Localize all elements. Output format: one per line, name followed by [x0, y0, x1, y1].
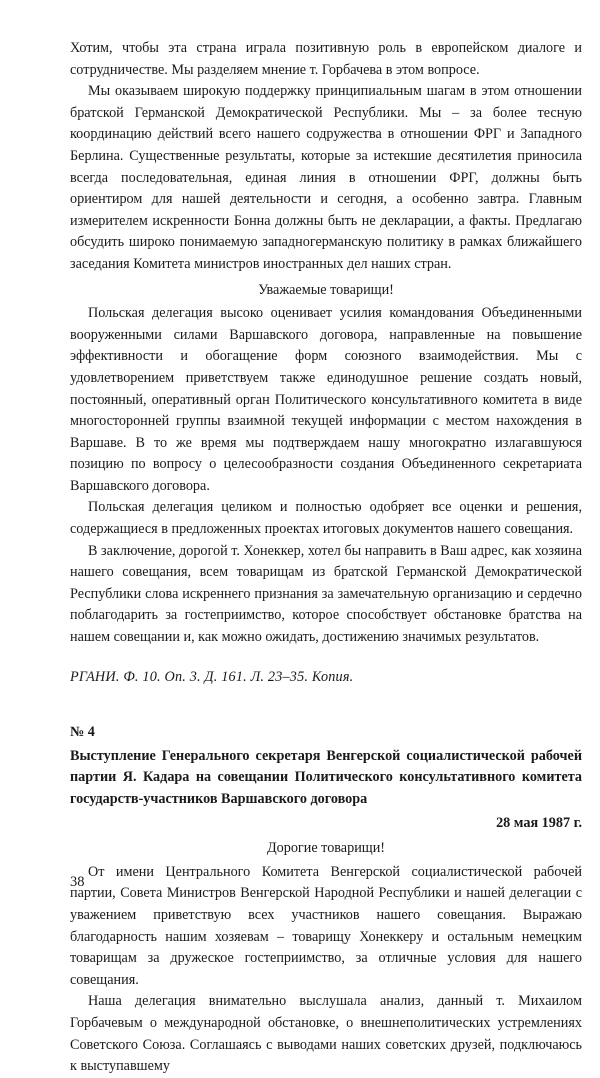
salutation-dear-comrades-2: Дорогие товарищи!: [266, 840, 386, 857]
paragraph-greeting: От имени Центрального Комитета Венгерской социалистической рабочей партии, Совета Министров Венгерской Народной Республики и нашей делегации с уважением приветствую всех участников нашего совещания. Выражаю благодарность нашим хозяевам – товарищу Хонеккеру и остальным немецким товарищам за дружеское гостеприимство, за отличные условия для нашего совещания.: [70, 863, 582, 988]
paragraph-joint-forces: Польская делегация высоко оценивает усилия командования Объединенными вооруженными силами Варшавского договора, направленные на повышение эффективности и обогащение форм союзного взаимодействия. Мы с удовлетворением приветствуем также единодушное решение создать новый, постоянный, оперативный орган Политического консультативного комитета в виде многосторонней группы взаимной текущей информации с местом нахождения в Варшаве. В то же время мы подтверждаем нашу многократно излагавшуюся позицию по вопросу о целесообразности создания Объединенного секретариата Варшавского договора.: [70, 305, 582, 494]
document-title: Выступление Генерального секретаря Венгерской социалистической рабочей партии Я. Кадара на совещании Политического консультативного комитета государств-участников Варшавского договора: [70, 747, 582, 807]
paragraph-approval: Польская делегация целиком и полностью одобряет все оценки и решения, содержащиеся в предложенных проектах итоговых документов нашего совещания.: [70, 499, 582, 538]
archive-reference: РГАНИ. Ф. 10. Оп. 3. Д. 161. Л. 23–35. Копия.: [70, 668, 354, 685]
paragraph-frg-policy: Мы оказываем широкую поддержку принципиальным шагам в этом отношении братской Германской Демократической Республики. Мы – за более тесную координацию действий всего нашего содружества в отношении ФРГ и Западного Берлина. Существенные результаты, которые за истекшие десятилетия приносила всегда последовательная, единая линия в отношении ФРГ, должны быть ориентиром для нашей деятельности и сегодня, а особенно завтра. Главным измерителем искренности Бонна должны быть не декларации, а факты. Предлагаю обсудить широко понимаемую западногерманскую политику в рамках ближайшего заседания Комитета министров иностранных дел наших стран.: [70, 83, 582, 272]
paragraph-conclusion: В заключение, дорогой т. Хонеккер, хотел бы направить в Ваш адрес, как хозяина нашего совещания, всем товарищам из братской Германской Демократической Республики слова искреннего признания за замечательную организацию и сердечно поблагодарить за гостеприимство, которое способствует обстановке братства на нашем совещании и, как можно ожидать, достижению значимых результатов.: [70, 542, 582, 646]
page-body: [70, 38, 582, 1078]
document-date: 28 мая 1987 г.: [496, 814, 582, 831]
paragraph-continuation: Хотим, чтобы эта страна играла позитивную роль в европейском диалоге и сотрудничестве. Мы разделяем мнение т. Горбачева в этом вопросе.: [70, 40, 582, 78]
page-number: 38: [70, 874, 85, 890]
paragraph-analysis: Наша делегация внимательно выслушала анализ, данный т. Михаилом Горбачевым о международной обстановке, о внешнеполитических устремлениях Советского Союза. Соглашаясь с выводами наших советских друзей, подключаюсь к выступавшему: [70, 993, 582, 1075]
document-number: № 4: [70, 724, 95, 741]
salutation-dear-comrades: Уважаемые товарищи!: [258, 281, 394, 298]
